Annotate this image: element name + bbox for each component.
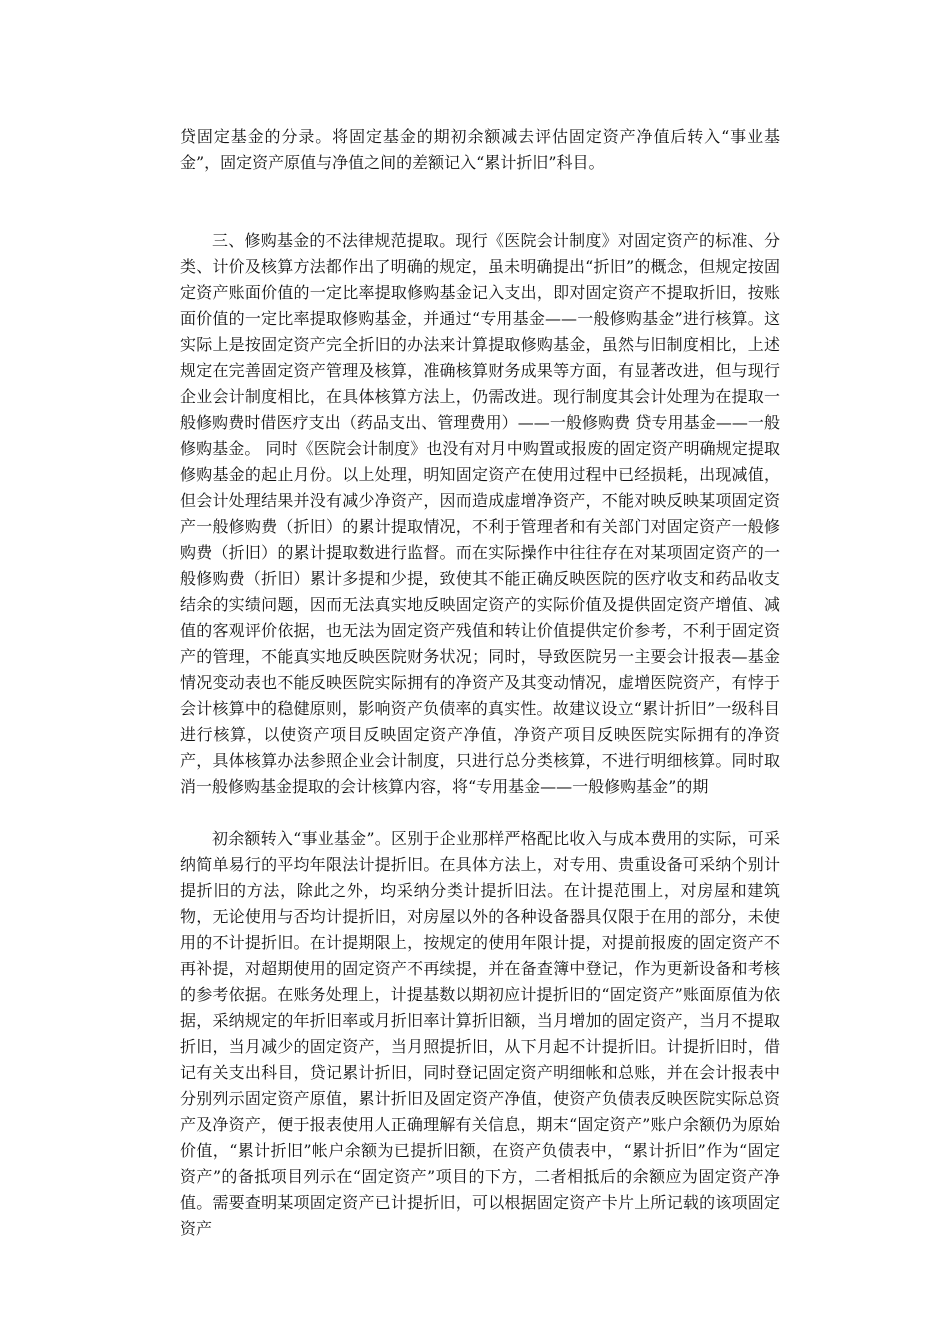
paragraph-spacer [180,202,780,228]
paragraph-3: 初余额转入“事业基金”。区别于企业那样严格配比收入与成本费用的实际，可采纳简单易行的平均年限法计提折旧。在具体方法上，对专用、贵重设备可采纳个别计提折旧的方法，除此之外，均采纳分类计提折旧法。在计提范围上，对房屋和建筑物，无论使用与否均计提折旧，对房屋以外的各种设备器具仅限于在用的部分，未使用的不计提折旧。在计提期限上，按规定的使用年限计提，对提前报废的固定资产不再补提，对超期使用的固定资产不再续提，并在备查簿中登记，作为更新设备和考核的参考依据。在账务处理上，计提基数以期初应计提折旧的“固定资产”账面原值为依据，采纳规定的年折旧率或月折旧率计算折旧额，当月增加的固定资产，当月不提取折旧，当月减少的固定资产，当月照提折旧，从下月起不计提折旧。计提折旧时，借记有关支出科目，贷记累计折旧，同时登记固定资产明细帐和总账，并在会计报表中分别列示固定资产原值，累计折旧及固定资产净值，使资产负债表反映医院实际总资产及净资产，便于报表使用人正确理解有关信息，期末“固定资产”账户余额仍为原始价值，“累计折旧”帐户余额为已提折旧额，在资产负债表中，“累计折旧”作为“固定资产”的备抵项目列示在“固定资产”项目的下方，二者相抵后的余额应为固定资产净值。需要查明某项固定资产已计提折旧，可以根据固定资产卡片上所记载的该项固定资产 [180,829,780,1238]
document-page [180,124,780,1242]
paragraph-2: 三、修购基金的不法律规范提取。现行《医院会计制度》对固定资产的标准、分类、计价及核算方法都作出了明确的规定，虽未明确提出“折旧”的概念，但规定按固定资产账面价值的一定比率提取修购基金记入支出，即对固定资产不提取折旧，按账面价值的一定比率提取修购基金，并通过“专用基金——一般修购基金”进行核算。这实际上是按固定资产完全折旧的办法来计算提取修购基金，虽然与旧制度相比，上述规定在完善固定资产管理及核算，准确核算财务成果等方面，有显著改进，但与现行企业会计制度相比，在具体核算方法上，仍需改进。现行制度其会计处理为在提取一般修购费时借医疗支出（药品支出、管理费用）——一般修购费 贷专用基金——一般修购基金。 同时《医院会计制度》也没有对月中购置或报废的固定资产明确规定提取修购基金的起止月份。以上处理，明知固定资产在使用过程中已经损耗，出现减值，但会计处理结果并没有减少净资产，因而造成虚增净资产，不能对映反映某项固定资产一般修购费（折旧）的累计提取情况，不利于管理者和有关部门对固定资产一般修购费（折旧）的累计提取数进行监督。而在实际操作中往往存在对某项固定资产的一般修购费（折旧）累计多提和少提，致使其不能正确反映医院的医疗收支和药品收支结余的实绩问题，因而无法真实地反映固定资产的实际价值及提供固定资产增值、减值的客观评价依据，也无法为固定资产残值和转让价值提供定价参考，不利于固定资产的管理，不能真实地反映医院财务状况；同时，导致医院另一主要会计报表—基金情况变动表也不能反映医院实际拥有的净资产及其变动情况，虚增医院资产，有悖于会计核算中的稳健原则，影响资产负债率的真实性。故建议设立“累计折旧”一级科目进行核算，以使资产项目反映固定资产净值，净资产项目反映医院实际拥有的净资产，具体核算办法参照企业会计制度，只进行总分类核算，不进行明细核算。同时取消一般修购基金提取的会计核算内容，将“专用基金——一般修购基金”的期 [180,231,780,796]
paragraph-1: 贷固定基金的分录。将固定基金的期初余额减去评估固定资产净值后转入“事业基金”，固定资产原值与净值之间的差额记入“累计折旧”科目。 [180,127,780,172]
paragraph-spacer [180,176,780,202]
paragraph-spacer [180,800,780,826]
